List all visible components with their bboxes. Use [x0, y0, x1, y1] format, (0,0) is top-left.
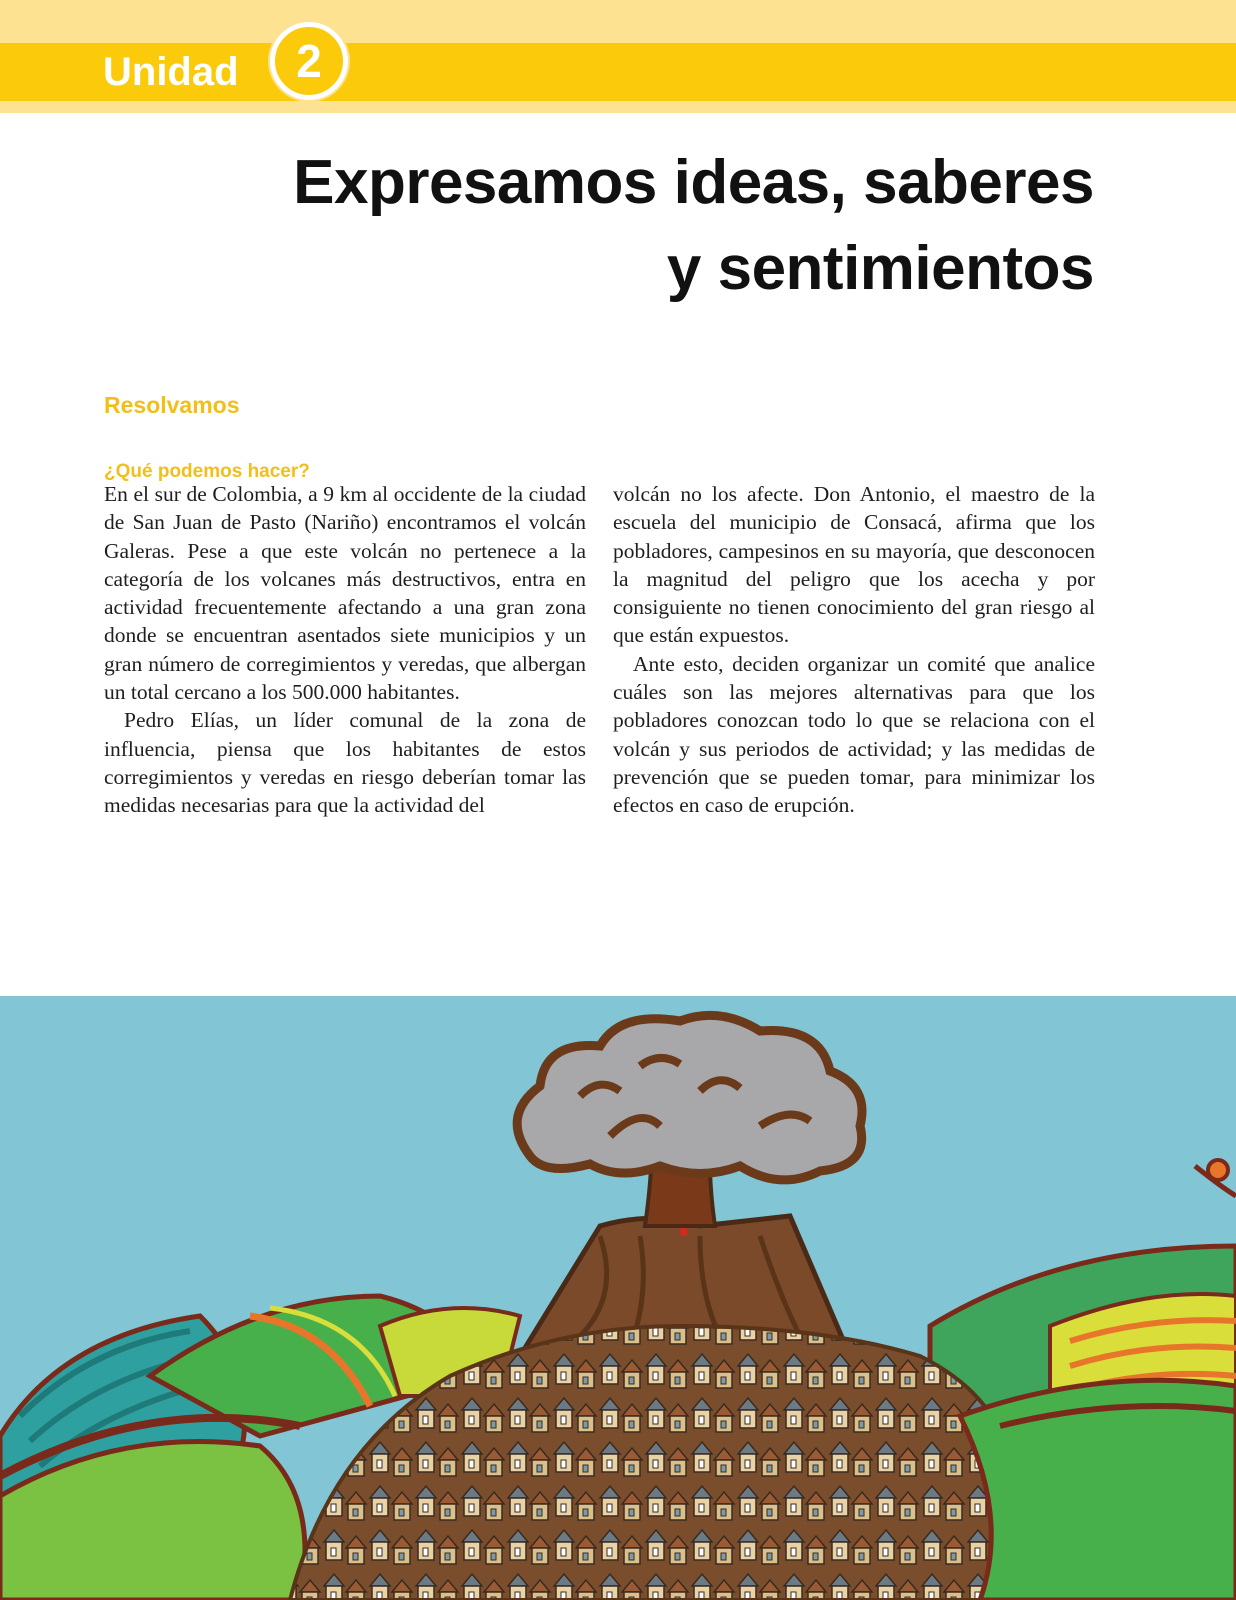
page-title-line-1: Expresamos ideas, saberes: [293, 148, 1094, 217]
section-heading: Resolvamos: [104, 392, 240, 418]
unit-label: Unidad: [103, 50, 239, 94]
paragraph-2: Pedro Elías, un líder comunal de la zona de influencia, piensa que los habitantes de estos corregimientos y veredas en riesgo deberían tomar las medidas necesarias para que la actividad del: [104, 708, 586, 818]
paragraph-3: volcán no los afecte. Don Antonio, el maestro de la escuela del municipio de Consacá, afirma que los pobladores, campesinos en su mayoría, que desconocen la magnitud del peligro que los acecha y por consiguiente no tienen conocimiento del gran riesgo al que están expuestos.: [613, 482, 1095, 648]
sub-heading: ¿Qué podemos hacer?: [104, 461, 310, 482]
unit-number-badge: [270, 22, 348, 100]
paragraph-1: En el sur de Colombia, a 9 km al occidente de la ciudad de San Juan de Pasto (Nariño) encontramos el volcán Galeras. Pese a que este volcán no pertenece a la categoría de los volcanes más destructivos, entra en actividad frecuentemente afectando a una gran zona donde se encuentran asentados siete municipios y un gran número de corregimientos y veredas, que albergan un total cercano a los 500.000 habitantes.: [104, 482, 586, 705]
text-column-left: [104, 480, 586, 820]
page-title-line-2: y sentimientos: [666, 234, 1094, 303]
unit-number: 2: [296, 35, 322, 87]
page-title: [94, 140, 1094, 312]
text-column-right: [613, 480, 1095, 820]
hill-front-right: [960, 1380, 1236, 1600]
paragraph-4: Ante esto, deciden organizar un comité que analice cuáles son las mejores alternativas para que los pobladores conozcan todo lo que se relaciona con el volcán y sus periodos de actividad; y las medidas de prevención que se pueden tomar, para minimizar los efectos en caso de erupción.: [613, 651, 1095, 818]
volcano-illustration: [0, 996, 1236, 1600]
